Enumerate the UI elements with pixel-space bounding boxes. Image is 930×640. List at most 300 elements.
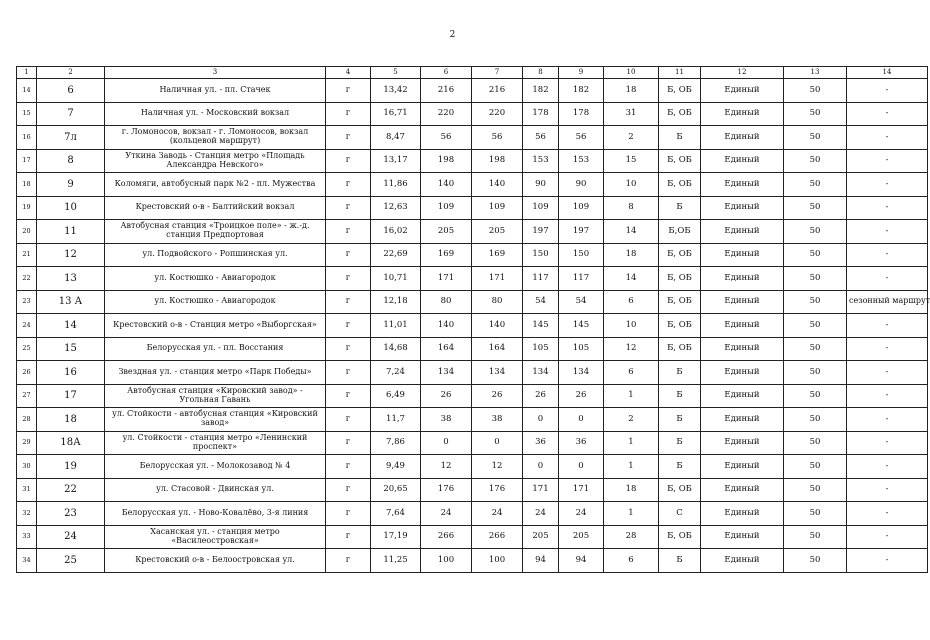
row-number: 26 — [17, 361, 37, 385]
col-13-value: 50 — [784, 173, 847, 197]
column-header: 4 — [326, 67, 371, 79]
route-number: 14 — [37, 314, 105, 338]
route-length: 6,49 — [371, 384, 421, 408]
col-10-value: 1 — [604, 384, 659, 408]
tariff: Единый — [701, 431, 784, 455]
table-row — [17, 431, 928, 455]
col-13-value: 50 — [784, 79, 847, 103]
table-row — [17, 102, 928, 126]
col-6-value: 24 — [421, 502, 472, 526]
note: - — [847, 502, 928, 526]
tariff: Единый — [701, 549, 784, 573]
route-type: г — [326, 525, 371, 549]
bus-class: Б, ОБ — [659, 173, 701, 197]
bus-class: Б, ОБ — [659, 243, 701, 267]
route-name: ул. Стойкости - автобусная станция «Кировский завод» — [105, 408, 326, 432]
col-10-value: 6 — [604, 290, 659, 314]
route-type: г — [326, 196, 371, 220]
route-type: г — [326, 455, 371, 479]
tariff: Единый — [701, 220, 784, 244]
bus-class: Б, ОБ — [659, 149, 701, 173]
tariff: Единый — [701, 173, 784, 197]
col-13-value: 50 — [784, 478, 847, 502]
col-6-value: 216 — [421, 79, 472, 103]
row-number: 20 — [17, 220, 37, 244]
table-row — [17, 478, 928, 502]
bus-class: Б — [659, 126, 701, 150]
bus-class: Б, ОБ — [659, 267, 701, 291]
col-8-value: 182 — [523, 79, 559, 103]
note: - — [847, 337, 928, 361]
column-header: 8 — [523, 67, 559, 79]
table-row — [17, 220, 928, 244]
column-header: 9 — [559, 67, 604, 79]
note: - — [847, 196, 928, 220]
route-number: 7л — [37, 126, 105, 150]
col-8-value: 109 — [523, 196, 559, 220]
col-10-value: 28 — [604, 525, 659, 549]
route-number: 10 — [37, 196, 105, 220]
col-6-value: 80 — [421, 290, 472, 314]
col-9-value: 105 — [559, 337, 604, 361]
route-name: Крестовский о-в - Белоостровская ул. — [105, 549, 326, 573]
col-10-value: 6 — [604, 549, 659, 573]
route-type: г — [326, 290, 371, 314]
col-6-value: 198 — [421, 149, 472, 173]
route-type: г — [326, 549, 371, 573]
col-9-value: 153 — [559, 149, 604, 173]
col-7-value: 266 — [472, 525, 523, 549]
route-type: г — [326, 267, 371, 291]
col-9-value: 205 — [559, 525, 604, 549]
col-10-value: 6 — [604, 361, 659, 385]
row-number: 31 — [17, 478, 37, 502]
route-type: г — [326, 361, 371, 385]
route-type: г — [326, 126, 371, 150]
note: - — [847, 149, 928, 173]
table-row — [17, 149, 928, 173]
route-length: 13,17 — [371, 149, 421, 173]
route-number: 25 — [37, 549, 105, 573]
route-name: Автобусная станция «Кировский завод» - Угольная Гавань — [105, 384, 326, 408]
bus-class: Б, ОБ — [659, 102, 701, 126]
col-9-value: 90 — [559, 173, 604, 197]
route-number: 16 — [37, 361, 105, 385]
col-13-value: 50 — [784, 314, 847, 338]
bus-class: Б, ОБ — [659, 525, 701, 549]
col-10-value: 14 — [604, 267, 659, 291]
route-length: 11,25 — [371, 549, 421, 573]
route-type: г — [326, 408, 371, 432]
row-number: 21 — [17, 243, 37, 267]
col-9-value: 109 — [559, 196, 604, 220]
col-13-value: 50 — [784, 408, 847, 432]
col-6-value: 140 — [421, 314, 472, 338]
route-name: ул. Стасовой - Двинская ул. — [105, 478, 326, 502]
tariff: Единый — [701, 478, 784, 502]
col-8-value: 197 — [523, 220, 559, 244]
col-9-value: 117 — [559, 267, 604, 291]
col-10-value: 8 — [604, 196, 659, 220]
row-number: 34 — [17, 549, 37, 573]
col-13-value: 50 — [784, 196, 847, 220]
route-number: 18А — [37, 431, 105, 455]
table-row — [17, 361, 928, 385]
route-name: Белорусская ул. - пл. Восстания — [105, 337, 326, 361]
col-13-value: 50 — [784, 384, 847, 408]
col-13-value: 50 — [784, 337, 847, 361]
note: - — [847, 102, 928, 126]
col-7-value: 198 — [472, 149, 523, 173]
col-13-value: 50 — [784, 290, 847, 314]
route-number: 8 — [37, 149, 105, 173]
route-length: 7,64 — [371, 502, 421, 526]
bus-class: Б — [659, 431, 701, 455]
col-13-value: 50 — [784, 502, 847, 526]
route-type: г — [326, 502, 371, 526]
table-row — [17, 455, 928, 479]
route-type: г — [326, 478, 371, 502]
route-length: 12,18 — [371, 290, 421, 314]
col-13-value: 50 — [784, 220, 847, 244]
col-6-value: 109 — [421, 196, 472, 220]
bus-class: Б — [659, 455, 701, 479]
col-10-value: 18 — [604, 79, 659, 103]
col-8-value: 90 — [523, 173, 559, 197]
note: - — [847, 478, 928, 502]
table-row — [17, 290, 928, 314]
col-7-value: 100 — [472, 549, 523, 573]
col-9-value: 171 — [559, 478, 604, 502]
row-number: 22 — [17, 267, 37, 291]
col-13-value: 50 — [784, 126, 847, 150]
bus-class: Б — [659, 196, 701, 220]
row-number: 17 — [17, 149, 37, 173]
tariff: Единый — [701, 243, 784, 267]
note: - — [847, 267, 928, 291]
col-6-value: 134 — [421, 361, 472, 385]
note: - — [847, 173, 928, 197]
col-13-value: 50 — [784, 361, 847, 385]
route-length: 17,19 — [371, 525, 421, 549]
route-type: г — [326, 314, 371, 338]
row-number: 32 — [17, 502, 37, 526]
route-name: Звездная ул. - станция метро «Парк Победы» — [105, 361, 326, 385]
route-number: 24 — [37, 525, 105, 549]
col-6-value: 220 — [421, 102, 472, 126]
route-number: 15 — [37, 337, 105, 361]
note: - — [847, 455, 928, 479]
col-10-value: 1 — [604, 502, 659, 526]
route-length: 14,68 — [371, 337, 421, 361]
route-type: г — [326, 243, 371, 267]
bus-class: Б, ОБ — [659, 79, 701, 103]
row-number: 18 — [17, 173, 37, 197]
note: - — [847, 361, 928, 385]
col-10-value: 1 — [604, 455, 659, 479]
bus-class: С — [659, 502, 701, 526]
route-length: 9,49 — [371, 455, 421, 479]
table-row — [17, 243, 928, 267]
col-9-value: 150 — [559, 243, 604, 267]
route-length: 16,02 — [371, 220, 421, 244]
route-name: ул. Стойкости - станция метро «Ленинский проспект» — [105, 431, 326, 455]
route-type: г — [326, 337, 371, 361]
col-7-value: 140 — [472, 314, 523, 338]
route-number: 17 — [37, 384, 105, 408]
col-8-value: 0 — [523, 408, 559, 432]
route-name: Уткина Заводь - Станция метро «Площадь Александра Невского» — [105, 149, 326, 173]
route-number: 9 — [37, 173, 105, 197]
route-number: 22 — [37, 478, 105, 502]
col-13-value: 50 — [784, 102, 847, 126]
route-length: 8,47 — [371, 126, 421, 150]
route-name: Хасанская ул. - станция метро «Василеостровская» — [105, 525, 326, 549]
route-name: Белорусская ул. - Ново-Ковалёво, 3-я линия — [105, 502, 326, 526]
note: - — [847, 243, 928, 267]
route-length: 13,42 — [371, 79, 421, 103]
col-8-value: 145 — [523, 314, 559, 338]
col-7-value: 80 — [472, 290, 523, 314]
col-8-value: 24 — [523, 502, 559, 526]
row-number: 15 — [17, 102, 37, 126]
tariff: Единый — [701, 455, 784, 479]
note: - — [847, 314, 928, 338]
table-row — [17, 126, 928, 150]
tariff: Единый — [701, 149, 784, 173]
route-length: 7,24 — [371, 361, 421, 385]
col-8-value: 56 — [523, 126, 559, 150]
route-number: 7 — [37, 102, 105, 126]
col-8-value: 134 — [523, 361, 559, 385]
tariff: Единый — [701, 126, 784, 150]
note: - — [847, 126, 928, 150]
column-header: 11 — [659, 67, 701, 79]
col-6-value: 56 — [421, 126, 472, 150]
col-10-value: 15 — [604, 149, 659, 173]
route-type: г — [326, 384, 371, 408]
col-9-value: 24 — [559, 502, 604, 526]
tariff: Единый — [701, 502, 784, 526]
col-7-value: 205 — [472, 220, 523, 244]
row-number: 30 — [17, 455, 37, 479]
table-row — [17, 337, 928, 361]
col-6-value: 100 — [421, 549, 472, 573]
col-7-value: 24 — [472, 502, 523, 526]
col-8-value: 105 — [523, 337, 559, 361]
col-6-value: 205 — [421, 220, 472, 244]
route-type: г — [326, 149, 371, 173]
col-6-value: 38 — [421, 408, 472, 432]
tariff: Единый — [701, 102, 784, 126]
col-9-value: 26 — [559, 384, 604, 408]
col-8-value: 36 — [523, 431, 559, 455]
table-body — [17, 67, 928, 573]
route-name: ул. Костюшко - Авиагородок — [105, 290, 326, 314]
route-name: Белорусская ул. - Молокозавод № 4 — [105, 455, 326, 479]
table-row — [17, 408, 928, 432]
tariff: Единый — [701, 314, 784, 338]
table-row — [17, 502, 928, 526]
column-header: 13 — [784, 67, 847, 79]
col-7-value: 12 — [472, 455, 523, 479]
table-row — [17, 384, 928, 408]
col-9-value: 145 — [559, 314, 604, 338]
col-8-value: 0 — [523, 455, 559, 479]
col-9-value: 94 — [559, 549, 604, 573]
route-name: Наличная ул. - пл. Стачек — [105, 79, 326, 103]
column-header: 2 — [37, 67, 105, 79]
col-6-value: 0 — [421, 431, 472, 455]
col-8-value: 54 — [523, 290, 559, 314]
table-row — [17, 267, 928, 291]
route-name: Крестовский о-в - Станция метро «Выборгская» — [105, 314, 326, 338]
col-8-value: 150 — [523, 243, 559, 267]
col-7-value: 26 — [472, 384, 523, 408]
route-type: г — [326, 431, 371, 455]
col-10-value: 12 — [604, 337, 659, 361]
table-row — [17, 173, 928, 197]
col-10-value: 14 — [604, 220, 659, 244]
note: - — [847, 384, 928, 408]
column-header: 12 — [701, 67, 784, 79]
col-7-value: 220 — [472, 102, 523, 126]
bus-class: Б — [659, 549, 701, 573]
col-9-value: 178 — [559, 102, 604, 126]
col-8-value: 117 — [523, 267, 559, 291]
col-13-value: 50 — [784, 267, 847, 291]
col-9-value: 54 — [559, 290, 604, 314]
tariff: Единый — [701, 337, 784, 361]
row-number: 27 — [17, 384, 37, 408]
tariff: Единый — [701, 361, 784, 385]
col-10-value: 18 — [604, 243, 659, 267]
route-type: г — [326, 220, 371, 244]
bus-class: Б, ОБ — [659, 478, 701, 502]
row-number: 19 — [17, 196, 37, 220]
route-length: 22,69 — [371, 243, 421, 267]
route-name: ул. Подвойского - Ропшинская ул. — [105, 243, 326, 267]
route-length: 11,7 — [371, 408, 421, 432]
col-6-value: 26 — [421, 384, 472, 408]
col-8-value: 171 — [523, 478, 559, 502]
note: - — [847, 220, 928, 244]
col-10-value: 10 — [604, 314, 659, 338]
col-7-value: 56 — [472, 126, 523, 150]
route-name: Наличная ул. - Московский вокзал — [105, 102, 326, 126]
col-7-value: 216 — [472, 79, 523, 103]
table-header-row — [17, 67, 928, 79]
bus-class: Б — [659, 384, 701, 408]
col-6-value: 164 — [421, 337, 472, 361]
col-8-value: 153 — [523, 149, 559, 173]
tariff: Единый — [701, 267, 784, 291]
bus-class: Б, ОБ — [659, 314, 701, 338]
col-6-value: 169 — [421, 243, 472, 267]
col-6-value: 12 — [421, 455, 472, 479]
page-number: 2 — [449, 30, 456, 40]
col-10-value: 2 — [604, 408, 659, 432]
col-7-value: 0 — [472, 431, 523, 455]
col-10-value: 31 — [604, 102, 659, 126]
route-length: 12,63 — [371, 196, 421, 220]
col-13-value: 50 — [784, 525, 847, 549]
bus-class: Б — [659, 361, 701, 385]
row-number: 16 — [17, 126, 37, 150]
col-8-value: 94 — [523, 549, 559, 573]
row-number: 29 — [17, 431, 37, 455]
bus-class: Б, ОБ — [659, 337, 701, 361]
tariff: Единый — [701, 408, 784, 432]
col-9-value: 134 — [559, 361, 604, 385]
row-number: 28 — [17, 408, 37, 432]
tariff: Единый — [701, 196, 784, 220]
note: - — [847, 408, 928, 432]
table-row — [17, 314, 928, 338]
route-name: Коломяги, автобусный парк №2 - пл. Мужества — [105, 173, 326, 197]
col-8-value: 178 — [523, 102, 559, 126]
col-13-value: 50 — [784, 431, 847, 455]
route-number: 12 — [37, 243, 105, 267]
col-7-value: 176 — [472, 478, 523, 502]
table-row — [17, 525, 928, 549]
route-number: 6 — [37, 79, 105, 103]
column-header: 6 — [421, 67, 472, 79]
route-length: 11,86 — [371, 173, 421, 197]
col-7-value: 109 — [472, 196, 523, 220]
note: - — [847, 79, 928, 103]
row-number: 23 — [17, 290, 37, 314]
route-number: 19 — [37, 455, 105, 479]
routes-table — [16, 66, 928, 573]
bus-class: Б, ОБ — [659, 290, 701, 314]
route-number: 13 А — [37, 290, 105, 314]
tariff: Единый — [701, 525, 784, 549]
route-length: 10,71 — [371, 267, 421, 291]
col-7-value: 169 — [472, 243, 523, 267]
col-9-value: 182 — [559, 79, 604, 103]
route-type: г — [326, 102, 371, 126]
route-length: 16,71 — [371, 102, 421, 126]
col-13-value: 50 — [784, 243, 847, 267]
tariff: Единый — [701, 290, 784, 314]
route-number: 11 — [37, 220, 105, 244]
col-9-value: 56 — [559, 126, 604, 150]
col-6-value: 140 — [421, 173, 472, 197]
bus-class: Б,ОБ — [659, 220, 701, 244]
route-name: Автобусная станция «Троицкое поле» - ж.-д. станция Предпортовая — [105, 220, 326, 244]
column-header: 14 — [847, 67, 928, 79]
column-header: 3 — [105, 67, 326, 79]
col-7-value: 171 — [472, 267, 523, 291]
col-7-value: 38 — [472, 408, 523, 432]
route-number: 13 — [37, 267, 105, 291]
bus-class: Б — [659, 408, 701, 432]
route-length: 20,65 — [371, 478, 421, 502]
row-number: 33 — [17, 525, 37, 549]
col-10-value: 18 — [604, 478, 659, 502]
column-header: 1 — [17, 67, 37, 79]
route-name: Крестовский о-в - Балтийский вокзал — [105, 196, 326, 220]
table-row — [17, 549, 928, 573]
col-7-value: 140 — [472, 173, 523, 197]
tariff: Единый — [701, 79, 784, 103]
col-8-value: 205 — [523, 525, 559, 549]
col-10-value: 1 — [604, 431, 659, 455]
route-name: ул. Костюшко - Авиагородок — [105, 267, 326, 291]
col-7-value: 164 — [472, 337, 523, 361]
col-6-value: 176 — [421, 478, 472, 502]
